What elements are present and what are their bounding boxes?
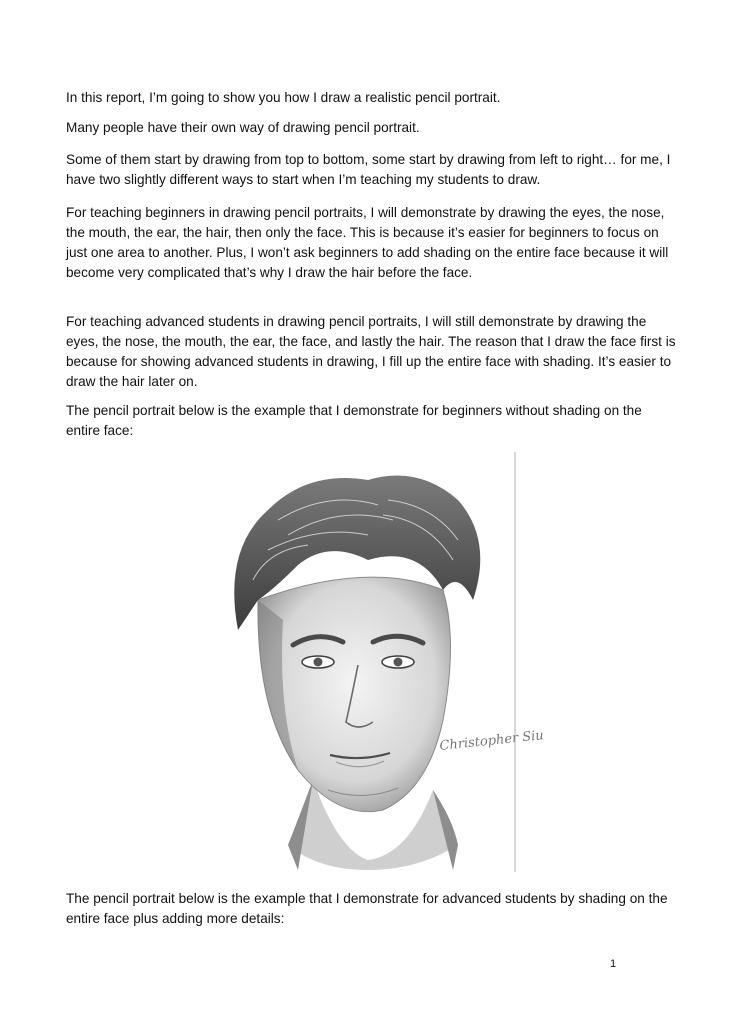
paragraph-advanced: For teaching advanced students in drawing pencil portraits, I will still demonstrate by drawing the eyes, the nose, the mouth, the ear, the face, and lastly the hair. The reason that I draw the face first is because for showing advanced students in drawing, I fill up the entire face with shading. It’s easier to draw the hair later on. bbox=[66, 314, 676, 389]
paragraph-beginners: For teaching beginners in drawing pencil portraits, I will demonstrate by drawing the eyes, the nose, the mouth, the ear, the hair, then only the face. This is because it’s easier for beginners to focus on just one area to another. Plus, I won’t ask beginners to add shading on the entire face because it will become very complicated that’s why I draw the hair before the face. bbox=[66, 205, 669, 280]
paragraph-advanced-example-caption: The pencil portrait below is the example that I demonstrate for advanced students by shading on the entire face plus adding more details: bbox=[66, 891, 668, 926]
paragraph-intro: In this report, I’m going to show you how I draw a realistic pencil portrait. bbox=[66, 90, 501, 105]
signature-text: Christopher Siu bbox=[438, 728, 545, 754]
page-number: 1 bbox=[610, 958, 617, 970]
paragraph-beginner-example-caption: The pencil portrait below is the example that I demonstrate for beginners without shading on the entire face: bbox=[66, 403, 642, 438]
paragraph-many-people: Many people have their own way of drawing pencil portrait. bbox=[66, 120, 420, 135]
paragraph-start-methods: Some of them start by drawing from top to bottom, some start by drawing from left to right… for me, I have two slightly different ways to start when I’m teaching my students to draw. bbox=[66, 152, 671, 187]
pencil-portrait-image bbox=[218, 450, 545, 875]
